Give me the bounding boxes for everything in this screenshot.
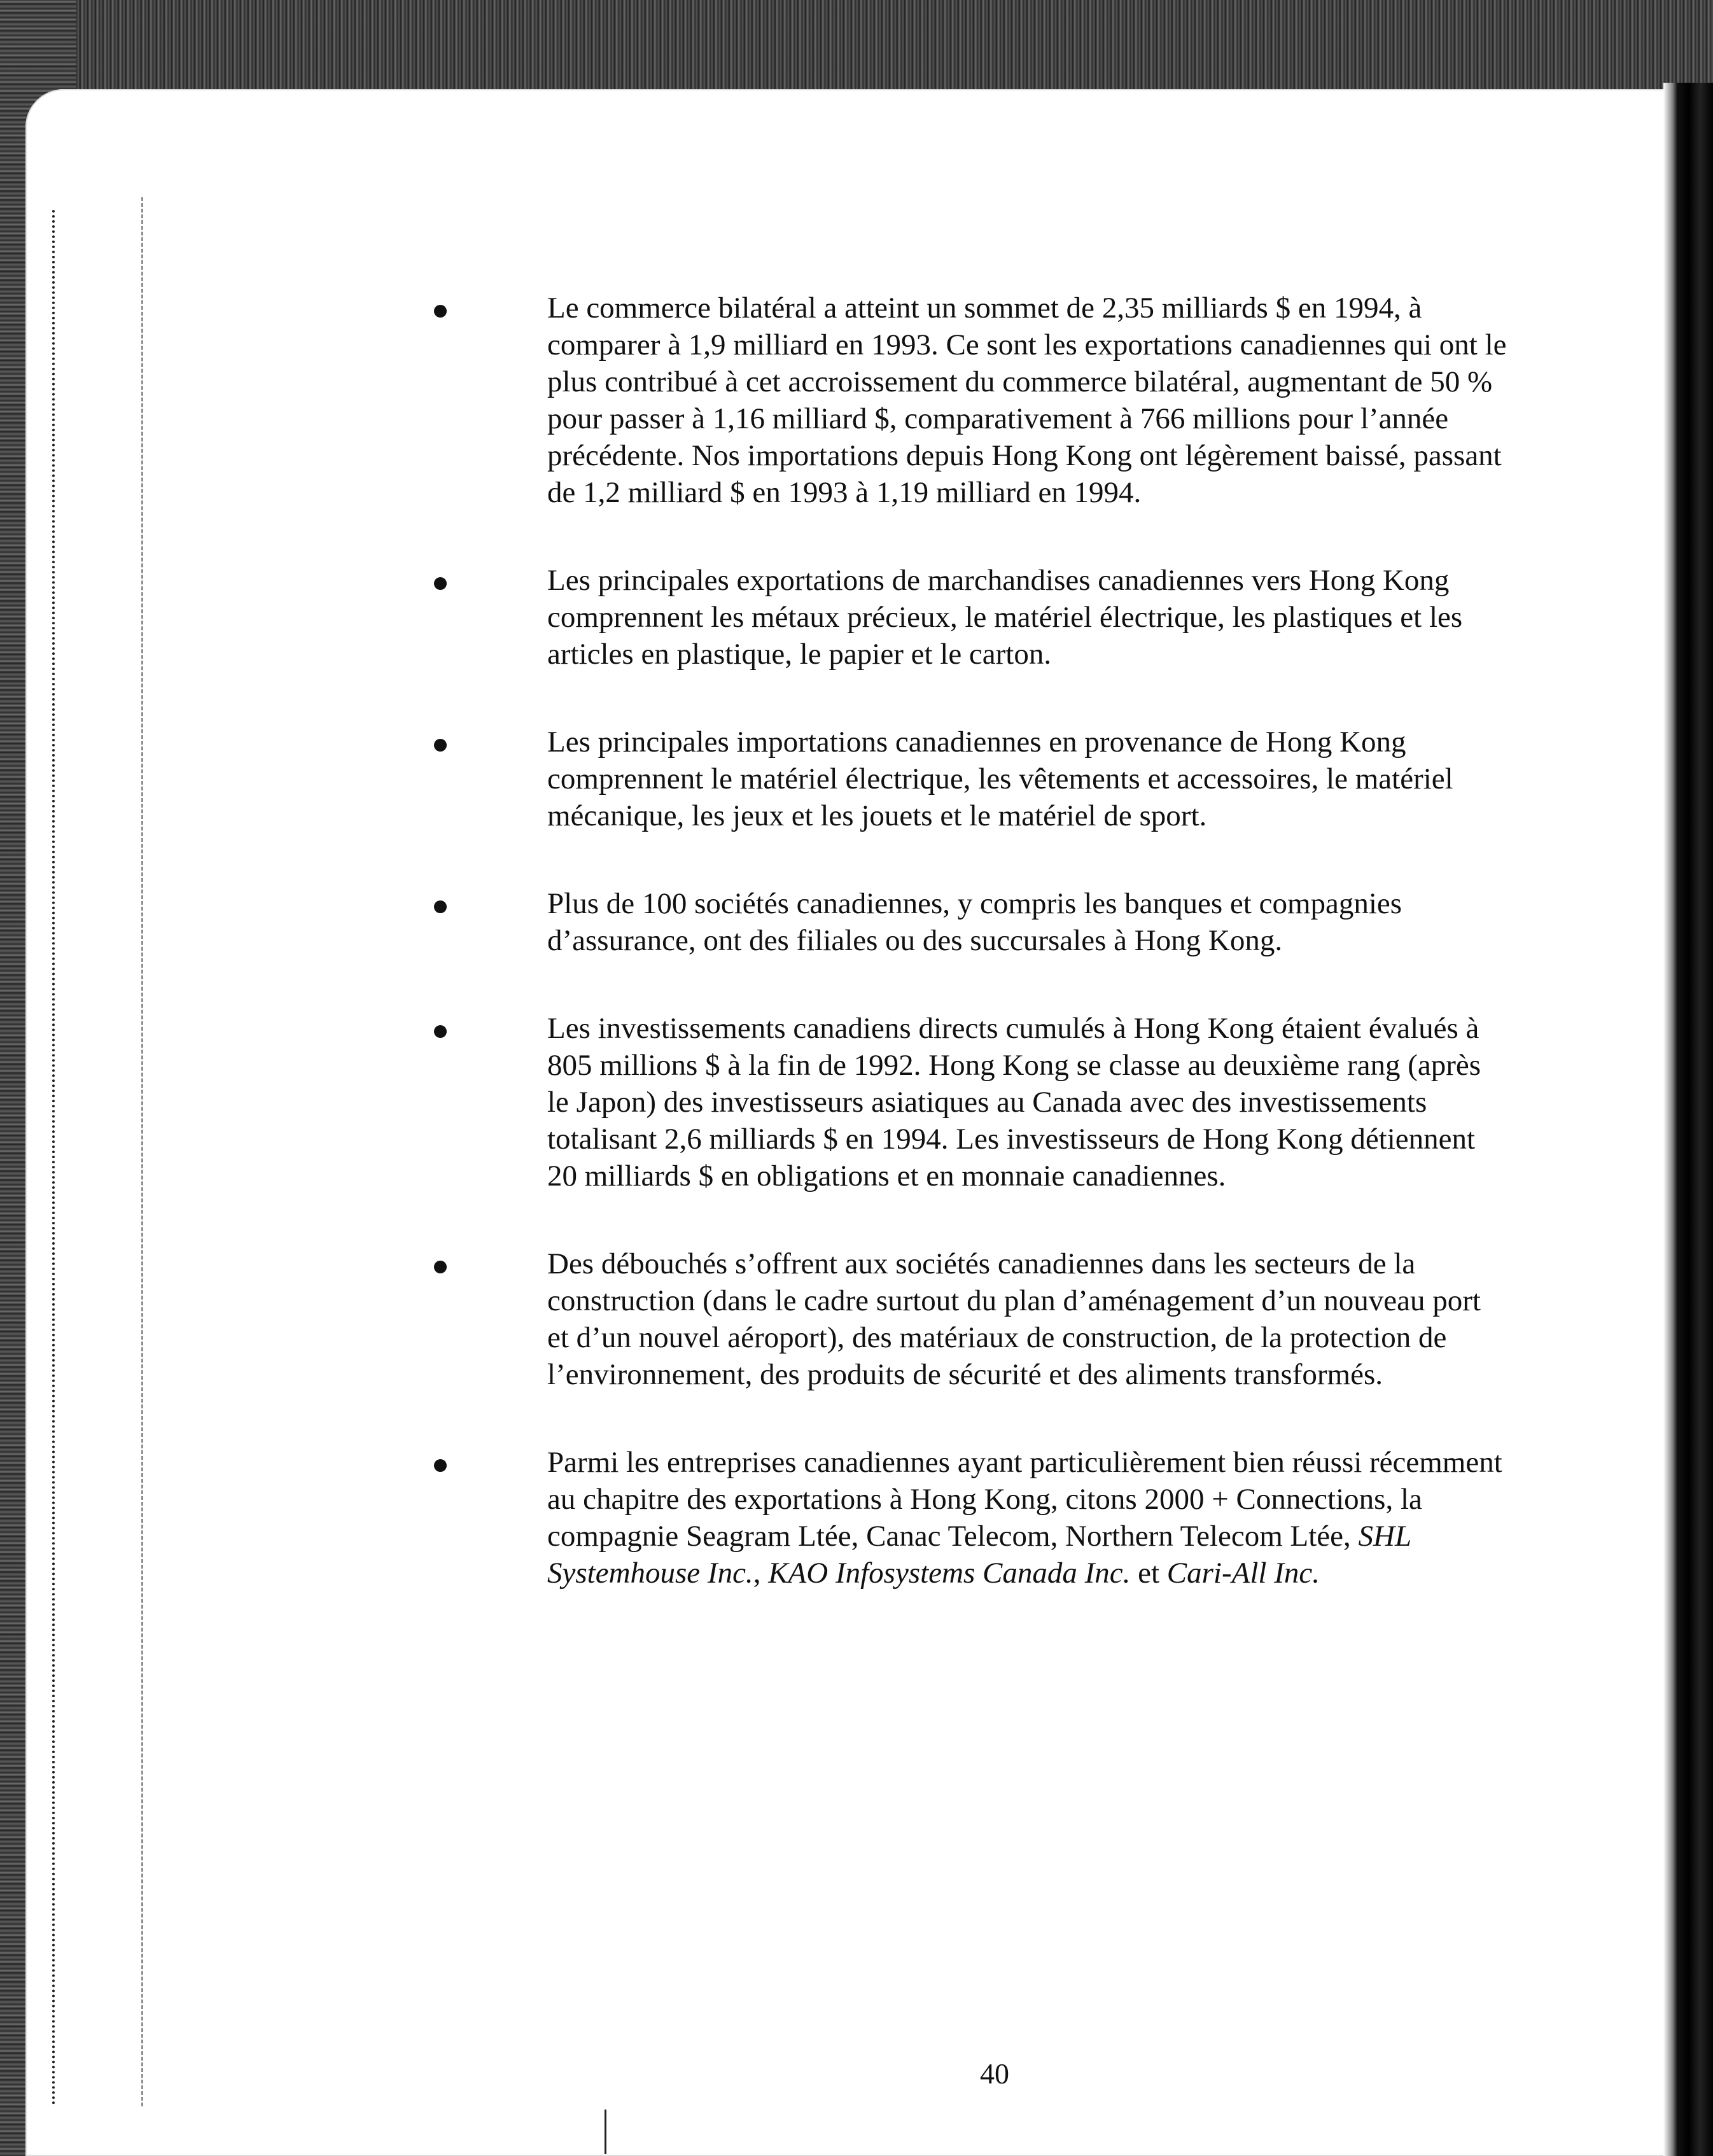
bullet-text: Les principales importations canadiennes en provenance de Hong Kong comprennent le matériel électrique, les vêtements et accessoires, le matériel mécanique, les jeux et les jouets et le matériel de sport. xyxy=(547,725,1453,832)
bullet-icon xyxy=(434,900,447,913)
bullet-text: Les principales exportations de marchandises canadiennes vers Hong Kong comprennent les métaux précieux, le matériel électrique, les plastiques et les articles en plastique, le papier et le carton. xyxy=(547,564,1463,671)
bullet-text: Plus de 100 sociétés canadiennes, y compris les banques et compagnies d’assurance, ont des filiales ou des succursales à Hong Kong. xyxy=(547,887,1402,957)
bullet-icon xyxy=(434,1459,447,1472)
company-name: SHL Systemhouse Inc. xyxy=(547,1520,1411,1590)
list-item xyxy=(439,885,1508,959)
bullet-text: Les investissements canadiens directs cumulés à Hong Kong étaient évalués à 805 millions $ à la fin de 1992. Hong Kong se classe au deuxième rang (après le Japon) des investisseurs asiatiques au Canada avec des investissements totalisant 2,6 milliards $ en 1994. Les investisseurs de Hong Kong détiennent 20 milliards $ en obligations et en monnaie canadiennes. xyxy=(547,1012,1481,1193)
margin-rule xyxy=(141,197,143,2106)
perforation-line xyxy=(52,210,55,2106)
company-name: Cari-All Inc. xyxy=(1166,1557,1320,1590)
bullet-icon xyxy=(434,1025,447,1038)
bullet-text: Des débouchés s’offrent aux sociétés canadiennes dans les secteurs de la construction (dans le cadre surtout du plan d’aménagement d’un nouveau port et d’un nouvel aéroport), des matériaux de construction, de la protection de l’environnement, des produits de sécurité et des aliments transformés. xyxy=(547,1247,1481,1391)
separator: , xyxy=(753,1557,761,1590)
bullet-icon xyxy=(434,1261,447,1273)
bullet-text: Le commerce bilatéral a atteint un sommet de 2,35 milliards $ en 1994, à comparer à 1,9 milliard en 1993. Ce sont les exportations canadiennes qui ont le plus contribué à cet accroissement du commerce bilatéral, augmentant de 50 % pour passer à 1,16 milliard $, comparativement à 766 millions pour l’année précédente. Nos importations depuis Hong Kong ont légèrement baissé, passant de 1,2 milliard $ en 1993 à 1,19 milliard en 1994. xyxy=(547,291,1507,509)
list-item xyxy=(439,1245,1508,1393)
bullet-icon xyxy=(434,577,447,590)
page-number: 40 xyxy=(980,2057,1009,2090)
company-name: KAO Infosystems Canada Inc. xyxy=(768,1557,1131,1590)
bullet-text-plain: Parmi les entreprises canadiennes ayant particulièrement bien réussi récemment au chapitre des exportations à Hong Kong, citons 2000 + Connections, la compagnie Seagram Ltée, Canac Telecom, Northern Telecom Ltée, xyxy=(547,1446,1502,1553)
list-item xyxy=(439,562,1508,673)
list-item xyxy=(439,1010,1508,1194)
bullet-list xyxy=(439,290,1508,1642)
bullet-icon xyxy=(434,305,447,318)
conjunction: et xyxy=(1138,1557,1160,1590)
list-item xyxy=(439,1444,1508,1592)
bullet-text xyxy=(547,1444,1508,1592)
list-item xyxy=(439,290,1508,511)
bullet-icon xyxy=(434,739,447,752)
scan-mark xyxy=(605,2110,606,2154)
list-item xyxy=(439,724,1508,834)
binding-edge xyxy=(1663,83,1713,2156)
